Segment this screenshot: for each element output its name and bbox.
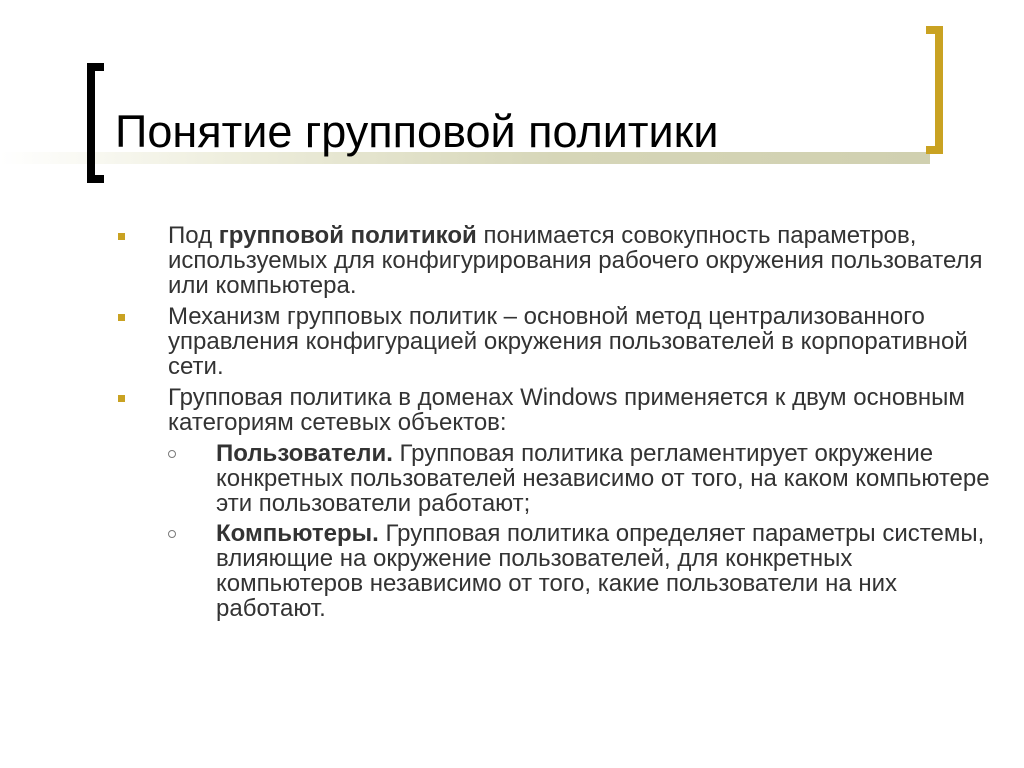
sub-bullet-users-text: Групповая политика регламентирует окружение конкретных пользователей независимо от того, на каком компьютере эти пользователи работают; bbox=[216, 440, 990, 517]
circle-bullet-icon bbox=[168, 450, 176, 458]
right-bracket-icon bbox=[926, 26, 943, 154]
left-bracket-icon bbox=[87, 63, 104, 183]
sub-bullet-users-term: Пользователи. bbox=[216, 440, 393, 467]
slide-title: Понятие групповой политики bbox=[115, 106, 719, 157]
bullet-item-3 bbox=[110, 385, 990, 435]
square-bullet-icon bbox=[118, 314, 125, 321]
sub-bullet-computers-text: Групповая политика определяет параметры системы, влияющие на окружение пользователей, для конкретных компьютеров независимо от того, какие пользователи на них работают. bbox=[216, 520, 985, 622]
square-bullet-icon bbox=[118, 233, 125, 240]
sub-bullet-list bbox=[110, 441, 990, 621]
bullet-item-1 bbox=[110, 223, 990, 298]
bullet-1-post: понимается совокупность параметров, используемых для конфигурирования рабочего окружения пользователя или компьютера. bbox=[168, 222, 983, 299]
bullet-3-text: Групповая политика в доменах Windows применяется к двум основным категориям сетевых объектов: bbox=[168, 384, 965, 436]
bullet-1-term: групповой политикой bbox=[218, 222, 477, 249]
square-bullet-icon bbox=[118, 395, 125, 402]
sub-bullet-computers-term: Компьютеры. bbox=[216, 520, 379, 547]
slide-content bbox=[110, 223, 990, 626]
circle-bullet-icon bbox=[168, 530, 176, 538]
sub-bullet-users bbox=[110, 441, 990, 516]
sub-bullet-computers bbox=[110, 521, 990, 621]
bullet-2-text: Механизм групповых политик – основной метод централизованного управления конфигурацией окружения пользователей в корпоративной сети. bbox=[168, 303, 968, 380]
bullet-1-pre: Под bbox=[168, 222, 219, 249]
bullet-item-2 bbox=[110, 304, 990, 379]
